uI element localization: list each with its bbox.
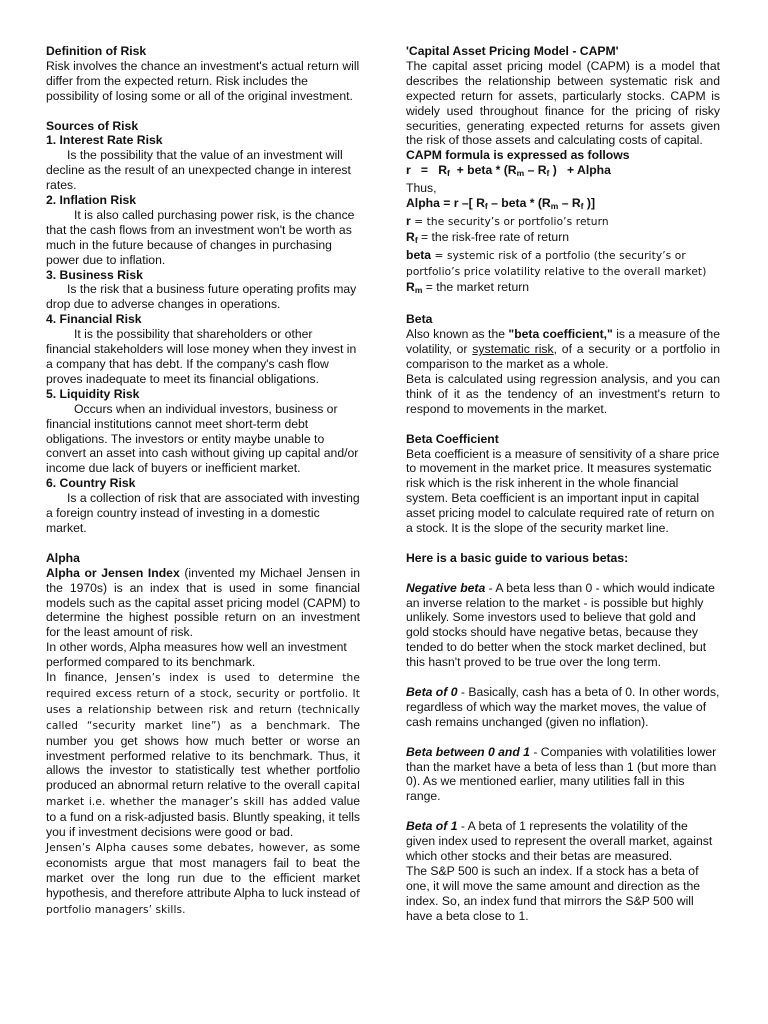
alpha-formula-sub-m: m: [550, 201, 559, 212]
financial-risk-heading: 4. Financial Risk: [46, 312, 142, 327]
capm-heading: 'Capital Asset Pricing Model - CAPM': [406, 44, 619, 58]
beta-of-zero-text: - Basically, cash has a beta of 0. In other words, regardless of which way the market moves, the value of cash remains unchanged (given no inflation).: [406, 684, 720, 729]
alpha-formula-sub-f: f: [484, 201, 488, 212]
beta-paragraph-1-end: , of a security or a portfolio in comparison to the market as a whole.: [406, 342, 721, 372]
beta-between-text: - Companies with volatilities lower than the market have a beta of less than 1 (but more than 0). As we mentioned earlier, many utilities fall in this range.: [406, 744, 717, 804]
alpha-paragraph-2: In other words, Alpha measures how well an investment performed compared to its benchmark.: [46, 640, 347, 670]
formula-rf-subscript: f: [447, 168, 450, 179]
beta-guide-heading: Here is a basic guide to various betas:: [406, 550, 629, 565]
beta-paragraph-1-mid: is a measure of the volatility, or: [406, 327, 720, 357]
beta-of-one-paragraph: [406, 819, 720, 864]
definition-rf: [406, 230, 720, 248]
beta-coefficient-heading: Beta Coefficient: [406, 431, 499, 446]
definition-of-risk-heading: Definition of Risk: [46, 44, 147, 58]
alpha-paragraph-3-part-d: capital market i.e. whether the manager’s skill has added: [46, 780, 361, 809]
beta-coefficient-text: Beta coefficient is a measure of sensitivity of a share price to movement in the market price. It measures systematic risk which is the risk inherent in the whole financial system. Beta coefficient is an important input in capital asset pricing model to calculate required rate of return on a stock. It is the slope of the security market line.: [406, 446, 720, 536]
alpha-paragraph-1-text: (invented my Michael Jensen in the 1970s) is an index that is used in some financial models such as the capital asset pricing model (CAPM) to determine the highest possible return on an investment for the least amount of risk.: [46, 565, 360, 640]
definition-beta: [406, 248, 720, 280]
formula-plus-alpha: + Alpha: [567, 163, 611, 178]
alpha-formula: [406, 196, 720, 214]
beta-paragraph-1-lead: Also known as the: [406, 327, 509, 342]
formula-equals: =: [420, 163, 429, 178]
alpha-paragraph-4-part-b: some economists argue that most managers fail to beat the market over the long run due to the efficient market hypothesis, and therefore attribute Alpha to luck instead: [46, 840, 360, 900]
beta-of-zero-term: Beta of 0: [406, 684, 458, 699]
beta-between-paragraph: [406, 745, 720, 805]
beta-between-term: Beta between 0 and 1: [406, 744, 530, 759]
formula-rm-subscript: m: [516, 168, 525, 179]
alpha-paragraph-4-part-a: Jensen’s Alpha causes some debates, however, as: [46, 842, 326, 854]
sources-of-risk-heading: Sources of Risk: [46, 118, 139, 133]
inflation-risk-heading: 2. Inflation Risk: [46, 193, 137, 208]
sp500-paragraph: The S&P 500 is such an index. If a stock has a beta of one, it will move the same amount and direction as the index. So, an index fund that mirrors the S&P 500 will have a beta close to 1.: [406, 863, 701, 923]
interest-rate-risk-text: Is the possibility that the value of an investment will decline as the result of an unexpected change in interest rates.: [46, 148, 351, 193]
definition-rf-symbol: R: [406, 229, 415, 244]
alpha-paragraph-3-part-c: The number you get shows how much better or worse an investment performed relative to its benchmark. Thus, it allows the investor to statistically test whether portfolio produced an abnormal return relative to the overall: [46, 717, 360, 793]
liquidity-risk-text: Occurs when an individual investors, business or financial institutions cannot meet short-term debt obligations. The investors or entity maybe unable to convert an asset into cash without giving up capital and/or income due lack of buyers or inefficient market.: [46, 401, 359, 476]
capm-formula-heading: CAPM formula is expressed as follows: [406, 148, 630, 163]
country-risk-heading: 6. Country Risk: [46, 476, 136, 491]
definition-rf-text: = the risk-free rate of return: [417, 229, 570, 244]
alpha-jensen-index-term: Alpha or Jensen Index: [46, 565, 180, 580]
capm-formula: [406, 163, 720, 181]
inflation-risk-text: It is also called purchasing power risk, is the chance that the cash flows from an investment won't be worth as much in the future because of changes in purchasing power due to inflation.: [46, 207, 355, 267]
thus-text: Thus,: [406, 181, 437, 196]
business-risk-text: Is the risk that a business future operating profits may drop due to adverse changes in operations.: [46, 282, 357, 312]
formula-minus-rf: – R: [527, 163, 547, 178]
alpha-formula-part-b: – beta * (R: [487, 196, 551, 211]
alpha-paragraph-4-part-c: of portfolio managers’ skills.: [46, 887, 361, 916]
alpha-paragraph-3-lead: In finance,: [46, 670, 108, 685]
interest-rate-risk-heading: 1. Interest Rate Risk: [46, 133, 163, 148]
alpha-paragraph-3: [46, 670, 360, 840]
definition-rf-subscript: f: [414, 234, 418, 245]
beta-paragraph-1: [406, 327, 720, 372]
alpha-formula-part-a: Alpha = r –[ R: [406, 196, 485, 211]
negative-beta-text: - A beta less than 0 - which would indicate an inverse relation to the market - is possible but highly unlikely. Some investors used to believe that gold and gold stocks should have negative betas, because they tended to do better when the stock market declined, but this hasn't proved to be true over the long term.: [406, 580, 715, 670]
beta-of-one-term: Beta of 1: [406, 819, 458, 834]
beta-of-zero-paragraph: [406, 685, 720, 730]
left-column: [46, 44, 360, 918]
definition-beta-symbol: beta: [406, 247, 432, 262]
definition-r-text: = the security’s or portfolio’s return: [410, 215, 609, 228]
negative-beta-paragraph: [406, 581, 720, 670]
alpha-formula-part-c: – R: [558, 196, 581, 211]
liquidity-risk-heading: 5. Liquidity Risk: [46, 386, 140, 401]
beta-paragraph-2: Beta is calculated using regression analysis, and you can think of it as the tendency of an investment's return to respond to movements in the market.: [406, 372, 720, 416]
definition-of-risk-text: Risk involves the chance an investment's actual return will differ from the expected return. Risk includes the possibility of losing some or all of the original investment.: [46, 58, 360, 103]
alpha-heading: Alpha: [46, 550, 80, 565]
formula-beta-term: + beta * (R: [456, 163, 517, 178]
alpha-paragraph-3-part-e: value to a fund on a risk-adjusted basis. Bluntly speaking, it tells you if investment decisions were good or bad.: [46, 794, 360, 840]
definition-beta-text: = systemic risk of a portfolio (the security’s or portfolio’s price volatility relative to the overall market): [406, 249, 707, 278]
formula-rf-subscript-2: f: [546, 168, 550, 179]
alpha-paragraph-1: [46, 566, 360, 641]
formula-rf-symbol: R: [438, 163, 448, 178]
alpha-paragraph-4: [46, 840, 360, 918]
right-column: [406, 44, 720, 923]
definition-rm-symbol: R: [406, 279, 415, 294]
formula-r: r: [406, 163, 411, 178]
definition-rm-subscript: m: [414, 284, 423, 295]
beta-coefficient-term: "beta coefficient,": [508, 327, 613, 342]
definition-rm: [406, 280, 720, 298]
negative-beta-term: Negative beta: [406, 580, 486, 595]
alpha-formula-sub-f-2: f: [580, 201, 584, 212]
beta-of-one-text: - A beta of 1 represents the volatility of the given index used to represent the overall market, against which other stocks and their betas are measured.: [406, 819, 713, 863]
definition-rm-text: = the market return: [422, 279, 530, 294]
alpha-formula-part-d: )]: [583, 196, 596, 211]
systematic-risk-link[interactable]: systematic risk: [472, 342, 554, 357]
definition-r: [406, 214, 720, 230]
capm-description: The capital asset pricing model (CAPM) is a model that describes the relationship between systematic risk and expected return for assets, particularly stocks. CAPM is widely used throughout finance for the pricing of risky securities, generating expected returns for assets given the risk of those assets and calculating costs of capital.: [406, 58, 720, 148]
definition-r-symbol: r: [406, 213, 411, 228]
formula-close-paren: ): [552, 163, 557, 178]
financial-risk-text: It is the possibility that shareholders or other financial stakeholders will lose money when they invest in a company that has debt. If the company's cash flow proves inadequate to meet its financial obligations.: [46, 327, 357, 386]
business-risk-heading: 3. Business Risk: [46, 267, 143, 282]
alpha-paragraph-3-part-b: Jensen’s index is used to determine the required excess return of a stock, security or portfolio. It uses a relationship between risk and return (technically called “security market line”) as a benchmark.: [46, 672, 360, 732]
beta-heading: Beta: [406, 312, 433, 327]
country-risk-text: Is a collection of risk that are associated with investing a foreign country instead of investing in a domestic market.: [46, 491, 360, 535]
